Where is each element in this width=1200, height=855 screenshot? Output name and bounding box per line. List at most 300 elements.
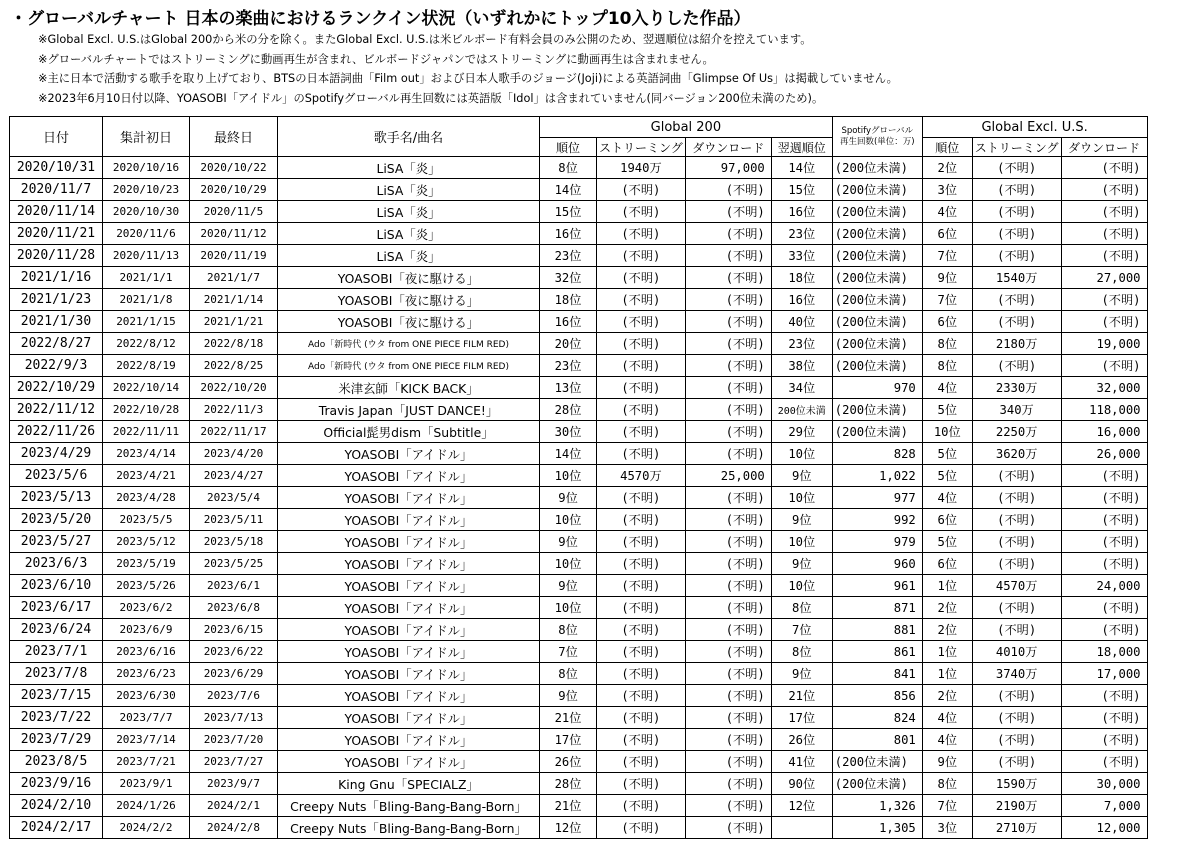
cell-song: LiSA「炎」: [278, 223, 540, 245]
cell-song: 米津玄師「KICK BACK」: [278, 377, 540, 399]
cell-start: 2020/11/6: [103, 223, 190, 245]
table-row: [10, 201, 1148, 223]
cell-g-dl: (不明): [685, 685, 771, 707]
cell-start: 2023/5/5: [103, 509, 190, 531]
cell-e-dl: 17,000: [1061, 663, 1147, 685]
cell-spotify: (200位未満): [832, 179, 922, 201]
cell-g-rank: 9位: [540, 531, 597, 553]
cell-g-stream: (不明): [597, 641, 686, 663]
header-e-stream: ストリーミング: [972, 138, 1061, 157]
cell-end: 2023/7/27: [190, 751, 278, 773]
table-row: [10, 531, 1148, 553]
cell-spotify: 977: [832, 487, 922, 509]
cell-g-dl: (不明): [685, 575, 771, 597]
cell-e-stream: 2710万: [972, 817, 1061, 839]
cell-e-rank: 4位: [922, 201, 972, 223]
header-spotify-line2: 再生回数(単位：万): [839, 136, 915, 147]
header-g-dl: ダウンロード: [685, 138, 771, 157]
cell-end: 2023/9/7: [190, 773, 278, 795]
cell-start: 2022/8/12: [103, 333, 190, 355]
cell-spotify: 992: [832, 509, 922, 531]
cell-start: 2024/1/26: [103, 795, 190, 817]
cell-g-rank: 10位: [540, 597, 597, 619]
cell-g-rank: 28位: [540, 773, 597, 795]
cell-date: 2020/11/7: [10, 179, 103, 201]
cell-g-dl: 97,000: [685, 157, 771, 179]
cell-spotify: 960: [832, 553, 922, 575]
table-row: [10, 267, 1148, 289]
cell-g-stream: (不明): [597, 531, 686, 553]
cell-date: 2023/9/16: [10, 773, 103, 795]
table-row: [10, 179, 1148, 201]
cell-date: 2022/11/12: [10, 399, 103, 421]
cell-e-stream: (不明): [972, 289, 1061, 311]
cell-e-stream: (不明): [972, 509, 1061, 531]
cell-g-stream: (不明): [597, 707, 686, 729]
cell-g-dl: (不明): [685, 333, 771, 355]
cell-e-stream: (不明): [972, 553, 1061, 575]
cell-g-stream: (不明): [597, 355, 686, 377]
cell-e-stream: 2250万: [972, 421, 1061, 443]
cell-start: 2023/7/7: [103, 707, 190, 729]
cell-end: 2021/1/7: [190, 267, 278, 289]
cell-end: 2023/5/4: [190, 487, 278, 509]
cell-song: YOASOBI「夜に駆ける」: [278, 311, 540, 333]
cell-spotify: 856: [832, 685, 922, 707]
page-title: ・グローバルチャート 日本の楽曲におけるランクイン状況（いずれかにトップ10入りした作品）: [10, 9, 751, 29]
cell-e-dl: 118,000: [1061, 399, 1147, 421]
cell-song: YOASOBI「アイドル」: [278, 707, 540, 729]
cell-spotify: 828: [832, 443, 922, 465]
cell-end: 2020/11/19: [190, 245, 278, 267]
cell-g-stream: (不明): [597, 773, 686, 795]
cell-g-dl: (不明): [685, 223, 771, 245]
cell-song: YOASOBI「アイドル」: [278, 553, 540, 575]
cell-start: 2023/5/26: [103, 575, 190, 597]
cell-end: 2020/11/5: [190, 201, 278, 223]
cell-end: 2023/6/29: [190, 663, 278, 685]
cell-e-rank: 2位: [922, 597, 972, 619]
cell-g-dl: (不明): [685, 509, 771, 531]
cell-song: YOASOBI「アイドル」: [278, 619, 540, 641]
cell-e-stream: (不明): [972, 707, 1061, 729]
cell-e-rank: 7位: [922, 289, 972, 311]
cell-e-stream: 4570万: [972, 575, 1061, 597]
cell-e-rank: 3位: [922, 817, 972, 839]
cell-start: 2020/10/30: [103, 201, 190, 223]
note: ※グローバルチャートではストリーミングに動画再生が含まれ、ビルボードジャパンではストリーミングに動画再生は含まれません。: [38, 52, 714, 66]
cell-g-next: 12位: [771, 795, 832, 817]
cell-g-rank: 20位: [540, 333, 597, 355]
cell-song: YOASOBI「アイドル」: [278, 685, 540, 707]
cell-date: 2020/11/14: [10, 201, 103, 223]
cell-e-rank: 4位: [922, 487, 972, 509]
cell-g-dl: (不明): [685, 729, 771, 751]
cell-e-dl: 12,000: [1061, 817, 1147, 839]
cell-e-dl: (不明): [1061, 531, 1147, 553]
cell-g-dl: (不明): [685, 443, 771, 465]
cell-e-rank: 8位: [922, 333, 972, 355]
header-g-next: 翌週順位: [771, 138, 832, 157]
cell-g-stream: (不明): [597, 289, 686, 311]
cell-song: YOASOBI「アイドル」: [278, 465, 540, 487]
table-row: [10, 487, 1148, 509]
cell-e-stream: (不明): [972, 729, 1061, 751]
table-row: [10, 619, 1148, 641]
cell-end: 2023/5/11: [190, 509, 278, 531]
cell-song: King Gnu「SPECIALZ」: [278, 773, 540, 795]
cell-e-dl: (不明): [1061, 311, 1147, 333]
cell-e-rank: 7位: [922, 795, 972, 817]
cell-song: LiSA「炎」: [278, 157, 540, 179]
cell-date: 2023/7/15: [10, 685, 103, 707]
cell-g-next: 16位: [771, 289, 832, 311]
cell-g-stream: (不明): [597, 201, 686, 223]
cell-date: 2024/2/10: [10, 795, 103, 817]
cell-song: YOASOBI「夜に駆ける」: [278, 267, 540, 289]
cell-date: 2023/6/3: [10, 553, 103, 575]
cell-g-dl: (不明): [685, 377, 771, 399]
cell-e-stream: (不明): [972, 487, 1061, 509]
cell-end: 2020/10/29: [190, 179, 278, 201]
cell-g-dl: (不明): [685, 707, 771, 729]
cell-e-stream: 3740万: [972, 663, 1061, 685]
table-row: [10, 575, 1148, 597]
cell-end: 2023/5/25: [190, 553, 278, 575]
cell-date: 2021/1/16: [10, 267, 103, 289]
cell-end: 2021/1/14: [190, 289, 278, 311]
cell-g-rank: 16位: [540, 311, 597, 333]
cell-e-rank: 8位: [922, 355, 972, 377]
cell-e-stream: (不明): [972, 179, 1061, 201]
cell-end: 2022/11/17: [190, 421, 278, 443]
ranking-table: [9, 116, 1148, 839]
cell-g-next: 38位: [771, 355, 832, 377]
cell-g-dl: (不明): [685, 355, 771, 377]
cell-e-rank: 6位: [922, 509, 972, 531]
cell-end: 2022/8/25: [190, 355, 278, 377]
cell-end: 2023/4/20: [190, 443, 278, 465]
cell-start: 2022/10/28: [103, 399, 190, 421]
cell-e-dl: (不明): [1061, 707, 1147, 729]
cell-start: 2023/4/28: [103, 487, 190, 509]
cell-g-next: [771, 817, 832, 839]
cell-end: 2021/1/21: [190, 311, 278, 333]
cell-g-next: 9位: [771, 663, 832, 685]
cell-g-next: 7位: [771, 619, 832, 641]
cell-start: 2024/2/2: [103, 817, 190, 839]
table-row: [10, 509, 1148, 531]
cell-g-next: 9位: [771, 509, 832, 531]
cell-g-next: 16位: [771, 201, 832, 223]
cell-song: YOASOBI「アイドル」: [278, 597, 540, 619]
header-global200: Global 200: [540, 117, 833, 138]
cell-date: 2024/2/17: [10, 817, 103, 839]
cell-g-rank: 21位: [540, 707, 597, 729]
cell-g-rank: 14位: [540, 443, 597, 465]
table-row: [10, 641, 1148, 663]
cell-e-dl: (不明): [1061, 245, 1147, 267]
cell-g-stream: (不明): [597, 619, 686, 641]
cell-date: 2023/7/29: [10, 729, 103, 751]
cell-g-stream: (不明): [597, 795, 686, 817]
table-row: [10, 333, 1148, 355]
cell-end: 2020/11/12: [190, 223, 278, 245]
table-row: [10, 421, 1148, 443]
cell-g-next: 8位: [771, 597, 832, 619]
cell-e-rank: 2位: [922, 157, 972, 179]
header-excl: Global Excl. U.S.: [922, 117, 1147, 138]
cell-start: 2023/7/21: [103, 751, 190, 773]
cell-g-rank: 32位: [540, 267, 597, 289]
cell-start: 2020/10/23: [103, 179, 190, 201]
cell-g-next: 17位: [771, 707, 832, 729]
cell-e-dl: (不明): [1061, 201, 1147, 223]
notes: [38, 30, 898, 108]
table-row: [10, 223, 1148, 245]
cell-g-rank: 9位: [540, 685, 597, 707]
table-row: [10, 751, 1148, 773]
cell-start: 2023/4/14: [103, 443, 190, 465]
cell-start: 2023/5/12: [103, 531, 190, 553]
cell-e-rank: 6位: [922, 223, 972, 245]
cell-date: 2023/5/6: [10, 465, 103, 487]
cell-date: 2023/5/27: [10, 531, 103, 553]
cell-e-dl: 30,000: [1061, 773, 1147, 795]
cell-spotify: 979: [832, 531, 922, 553]
cell-spotify: (200位未満): [832, 223, 922, 245]
cell-e-dl: (不明): [1061, 685, 1147, 707]
cell-g-rank: 12位: [540, 817, 597, 839]
cell-start: 2023/9/1: [103, 773, 190, 795]
cell-date: 2022/9/3: [10, 355, 103, 377]
cell-g-dl: (不明): [685, 773, 771, 795]
cell-g-next: 10位: [771, 531, 832, 553]
cell-e-rank: 9位: [922, 267, 972, 289]
cell-g-rank: 15位: [540, 201, 597, 223]
cell-song: YOASOBI「夜に駆ける」: [278, 289, 540, 311]
cell-g-next: 33位: [771, 245, 832, 267]
cell-g-stream: (不明): [597, 443, 686, 465]
cell-e-stream: (不明): [972, 223, 1061, 245]
cell-e-stream: (不明): [972, 465, 1061, 487]
cell-spotify: 841: [832, 663, 922, 685]
cell-g-dl: (不明): [685, 531, 771, 553]
cell-e-rank: 6位: [922, 553, 972, 575]
cell-g-dl: (不明): [685, 311, 771, 333]
cell-date: 2020/10/31: [10, 157, 103, 179]
cell-e-rank: 5位: [922, 465, 972, 487]
cell-g-rank: 23位: [540, 245, 597, 267]
cell-e-stream: 2190万: [972, 795, 1061, 817]
cell-song: Ado「新時代 (ウタ from ONE PIECE FILM RED): [278, 333, 540, 355]
cell-start: 2022/8/19: [103, 355, 190, 377]
cell-g-stream: (不明): [597, 421, 686, 443]
cell-start: 2023/6/30: [103, 685, 190, 707]
cell-date: 2020/11/21: [10, 223, 103, 245]
cell-end: 2023/6/22: [190, 641, 278, 663]
cell-e-dl: 7,000: [1061, 795, 1147, 817]
cell-g-next: 18位: [771, 267, 832, 289]
cell-end: 2023/6/1: [190, 575, 278, 597]
cell-song: YOASOBI「アイドル」: [278, 641, 540, 663]
cell-spotify: (200位未満): [832, 311, 922, 333]
table-row: [10, 289, 1148, 311]
cell-e-rank: 1位: [922, 575, 972, 597]
cell-e-dl: 27,000: [1061, 267, 1147, 289]
cell-e-dl: (不明): [1061, 729, 1147, 751]
cell-e-stream: 2330万: [972, 377, 1061, 399]
cell-g-rank: 9位: [540, 487, 597, 509]
cell-date: 2023/6/24: [10, 619, 103, 641]
cell-e-stream: (不明): [972, 751, 1061, 773]
cell-end: 2023/7/13: [190, 707, 278, 729]
cell-e-stream: (不明): [972, 157, 1061, 179]
cell-g-stream: (不明): [597, 245, 686, 267]
cell-g-dl: (不明): [685, 421, 771, 443]
table-row: [10, 465, 1148, 487]
cell-e-rank: 4位: [922, 377, 972, 399]
cell-spotify: 1,326: [832, 795, 922, 817]
cell-e-stream: 3620万: [972, 443, 1061, 465]
cell-g-dl: (不明): [685, 619, 771, 641]
cell-e-stream: 4010万: [972, 641, 1061, 663]
table-row: [10, 685, 1148, 707]
cell-e-dl: (不明): [1061, 597, 1147, 619]
cell-start: 2022/11/11: [103, 421, 190, 443]
cell-e-dl: (不明): [1061, 179, 1147, 201]
cell-start: 2023/6/2: [103, 597, 190, 619]
cell-e-rank: 2位: [922, 619, 972, 641]
cell-g-dl: (不明): [685, 267, 771, 289]
cell-end: 2020/10/22: [190, 157, 278, 179]
cell-song: Travis Japan「JUST DANCE!」: [278, 399, 540, 421]
cell-g-next: 9位: [771, 465, 832, 487]
cell-e-rank: 6位: [922, 311, 972, 333]
header-g-stream: ストリーミング: [597, 138, 686, 157]
cell-g-rank: 10位: [540, 509, 597, 531]
header-song: 歌手名/曲名: [278, 117, 540, 157]
cell-e-dl: 16,000: [1061, 421, 1147, 443]
cell-e-dl: (不明): [1061, 223, 1147, 245]
cell-g-next: 8位: [771, 641, 832, 663]
cell-e-rank: 5位: [922, 399, 972, 421]
cell-song: YOASOBI「アイドル」: [278, 575, 540, 597]
cell-e-dl: (不明): [1061, 751, 1147, 773]
cell-date: 2023/4/29: [10, 443, 103, 465]
note: ※Global Excl. U.S.はGlobal 200から米の分を除く。またGlobal Excl. U.S.は米ビルボード有料会員のみ公開のため、翌週順位は紹介を控えています。: [38, 33, 812, 46]
cell-g-next: 29位: [771, 421, 832, 443]
cell-spotify: (200位未満): [832, 333, 922, 355]
cell-date: 2023/5/20: [10, 509, 103, 531]
cell-e-rank: 3位: [922, 179, 972, 201]
cell-g-rank: 17位: [540, 729, 597, 751]
cell-start: 2023/6/16: [103, 641, 190, 663]
cell-g-dl: (不明): [685, 201, 771, 223]
cell-g-rank: 13位: [540, 377, 597, 399]
cell-g-rank: 14位: [540, 179, 597, 201]
cell-spotify: 970: [832, 377, 922, 399]
cell-spotify: 871: [832, 597, 922, 619]
cell-g-stream: (不明): [597, 751, 686, 773]
cell-date: 2023/6/10: [10, 575, 103, 597]
table-row: [10, 311, 1148, 333]
cell-e-stream: 1540万: [972, 267, 1061, 289]
cell-end: 2023/7/6: [190, 685, 278, 707]
cell-start: 2020/10/16: [103, 157, 190, 179]
cell-g-next: 23位: [771, 223, 832, 245]
cell-end: 2024/2/1: [190, 795, 278, 817]
cell-g-rank: 26位: [540, 751, 597, 773]
cell-e-stream: 2180万: [972, 333, 1061, 355]
cell-g-stream: (不明): [597, 223, 686, 245]
cell-spotify: (200位未満): [832, 751, 922, 773]
cell-g-next: 200位未満: [771, 399, 832, 421]
cell-g-rank: 10位: [540, 465, 597, 487]
cell-e-stream: (不明): [972, 619, 1061, 641]
table-row: [10, 729, 1148, 751]
cell-e-dl: 26,000: [1061, 443, 1147, 465]
cell-spotify: (200位未満): [832, 355, 922, 377]
cell-e-dl: 24,000: [1061, 575, 1147, 597]
cell-g-next: 90位: [771, 773, 832, 795]
cell-start: 2022/10/14: [103, 377, 190, 399]
cell-date: 2023/7/1: [10, 641, 103, 663]
cell-date: 2023/7/8: [10, 663, 103, 685]
header-date: 日付: [10, 117, 103, 157]
cell-song: Creepy Nuts「Bling-Bang-Bang-Born」: [278, 817, 540, 839]
table-row: [10, 157, 1148, 179]
cell-start: 2020/11/13: [103, 245, 190, 267]
cell-e-stream: (不明): [972, 311, 1061, 333]
cell-g-stream: (不明): [597, 509, 686, 531]
table-row: [10, 443, 1148, 465]
header-g-rank: 順位: [540, 138, 597, 157]
cell-song: LiSA「炎」: [278, 201, 540, 223]
cell-e-dl: 19,000: [1061, 333, 1147, 355]
cell-e-rank: 4位: [922, 729, 972, 751]
cell-date: 2021/1/23: [10, 289, 103, 311]
cell-e-dl: 18,000: [1061, 641, 1147, 663]
cell-e-dl: (不明): [1061, 509, 1147, 531]
cell-g-rank: 30位: [540, 421, 597, 443]
cell-g-dl: (不明): [685, 245, 771, 267]
cell-g-next: 10位: [771, 487, 832, 509]
cell-g-stream: (不明): [597, 377, 686, 399]
cell-spotify: (200位未満): [832, 421, 922, 443]
cell-g-dl: (不明): [685, 817, 771, 839]
cell-spotify: 961: [832, 575, 922, 597]
cell-song: YOASOBI「アイドル」: [278, 443, 540, 465]
cell-e-stream: (不明): [972, 597, 1061, 619]
cell-g-rank: 9位: [540, 575, 597, 597]
cell-g-dl: (不明): [685, 663, 771, 685]
cell-e-stream: (不明): [972, 245, 1061, 267]
cell-song: LiSA「炎」: [278, 179, 540, 201]
cell-e-dl: (不明): [1061, 553, 1147, 575]
cell-e-rank: 5位: [922, 531, 972, 553]
cell-g-rank: 7位: [540, 641, 597, 663]
cell-spotify: (200位未満): [832, 289, 922, 311]
cell-start: 2023/6/23: [103, 663, 190, 685]
cell-start: 2023/4/21: [103, 465, 190, 487]
cell-g-next: 10位: [771, 443, 832, 465]
cell-g-dl: (不明): [685, 641, 771, 663]
table-row: [10, 355, 1148, 377]
cell-g-next: 34位: [771, 377, 832, 399]
table-row: [10, 399, 1148, 421]
cell-g-dl: (不明): [685, 399, 771, 421]
